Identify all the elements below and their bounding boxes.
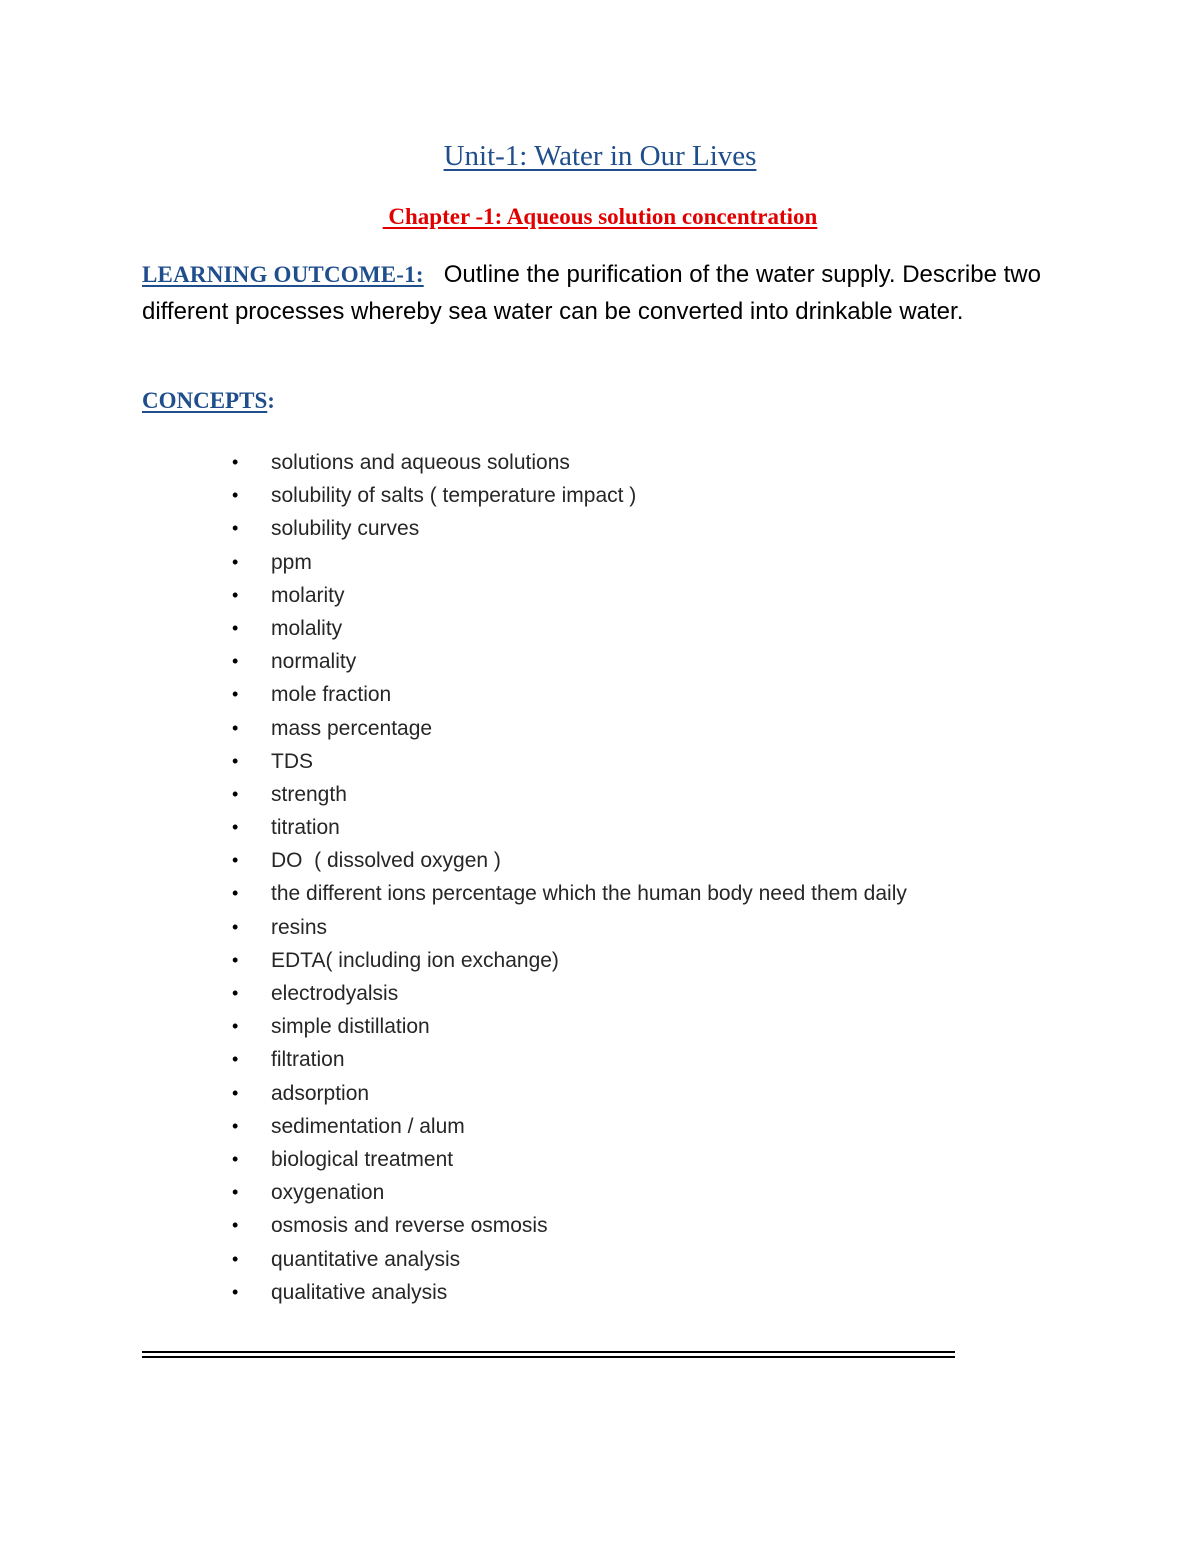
bullet-icon: •	[232, 883, 239, 904]
concept-text: mass percentage	[271, 716, 433, 740]
concept-list-item	[230, 1043, 907, 1076]
bullet-icon: •	[232, 916, 239, 937]
bullet-icon: •	[232, 783, 239, 804]
concept-list-item	[230, 446, 907, 479]
concept-list-item	[230, 1276, 907, 1309]
learning-outcome	[142, 256, 1072, 330]
concept-list-item	[230, 678, 907, 711]
concept-list-item	[230, 546, 907, 579]
concept-list-item	[230, 579, 907, 612]
concept-list-item	[230, 911, 907, 944]
bullet-icon: •	[232, 983, 239, 1003]
concept-text: oxygenation	[271, 1181, 385, 1205]
concept-list-item	[230, 877, 907, 910]
concept-text: osmosis and reverse osmosis	[271, 1214, 548, 1238]
bullet-icon: •	[232, 717, 239, 738]
concept-text: molality	[271, 616, 343, 640]
concept-text: ppm	[271, 550, 312, 574]
concept-text: TDS	[271, 749, 313, 773]
concept-text: simple distillation	[271, 1015, 430, 1039]
concepts-heading-colon: :	[267, 388, 275, 413]
concept-text: mole fraction	[271, 683, 392, 707]
concept-text: solubility of salts ( temperature impact )	[271, 484, 637, 508]
concept-text: solubility curves	[271, 517, 420, 541]
concept-list-item	[230, 612, 907, 645]
concepts-list	[230, 446, 907, 1309]
bullet-icon: •	[232, 817, 239, 838]
concept-text: sedimentation / alum	[271, 1114, 465, 1138]
concept-text: EDTA( including ion exchange)	[271, 948, 559, 972]
concept-list-item	[230, 745, 907, 778]
bullet-icon: •	[232, 1016, 239, 1037]
bullet-icon: •	[232, 518, 239, 539]
concept-list-item	[230, 479, 907, 512]
concept-text: normality	[271, 650, 357, 674]
concept-list-item	[230, 977, 907, 1010]
unit-title: Unit-1: Water in Our Lives	[443, 140, 757, 172]
learning-outcome-text: Outline the purification of the water supply. Describe two different processes whereby sea water can be converted into drinkable water.	[142, 261, 1041, 325]
concept-text: titration	[271, 816, 340, 840]
bullet-icon: •	[232, 651, 239, 672]
concept-text: the different ions percentage which the human body need them daily	[271, 882, 907, 906]
bullet-icon: •	[232, 617, 239, 638]
concept-list-item	[230, 712, 907, 745]
concept-text: electrodyalsis	[271, 982, 399, 1005]
concept-text: DO ( dissolved oxygen )	[271, 849, 501, 873]
bullet-icon: •	[232, 584, 239, 605]
bullet-icon: •	[232, 1082, 239, 1103]
bullet-icon: •	[232, 850, 239, 871]
learning-outcome-label: LEARNING OUTCOME-1:	[142, 262, 424, 287]
concept-list-item	[230, 844, 907, 877]
concept-text: quantitative analysis	[271, 1247, 461, 1271]
concept-text: molarity	[271, 583, 345, 607]
bullet-icon: •	[232, 750, 239, 771]
concept-text: qualitative analysis	[271, 1280, 448, 1304]
concept-list-item	[230, 1176, 907, 1209]
bullet-icon: •	[232, 452, 239, 472]
chapter-title: Chapter -1: Aqueous solution concentration	[382, 204, 818, 229]
bullet-icon: •	[232, 1182, 239, 1203]
bullet-icon: •	[232, 1248, 239, 1269]
concept-list-item	[230, 1209, 907, 1242]
bullet-icon: •	[232, 1281, 239, 1302]
bullet-icon: •	[232, 1215, 239, 1236]
bullet-icon: •	[232, 949, 239, 970]
bullet-icon: •	[232, 1148, 239, 1169]
double-line-divider	[142, 1351, 955, 1358]
bullet-icon: •	[232, 684, 239, 705]
bullet-icon: •	[232, 1049, 239, 1070]
concept-text: strength	[271, 782, 347, 806]
concept-list-item	[230, 645, 907, 678]
concept-text: resins	[271, 915, 328, 939]
bullet-icon: •	[232, 1115, 239, 1136]
concepts-heading-label: CONCEPTS	[142, 388, 268, 413]
concept-list-item	[230, 1110, 907, 1143]
concept-list-item	[230, 1077, 907, 1110]
concept-text: solutions and aqueous solutions	[271, 451, 570, 474]
concept-list-item	[230, 944, 907, 977]
bullet-icon: •	[232, 485, 239, 506]
concept-text: biological treatment	[271, 1147, 454, 1171]
concept-list-item	[230, 1143, 907, 1176]
concept-text: adsorption	[271, 1081, 370, 1105]
bullet-icon: •	[232, 551, 239, 572]
concepts-heading	[142, 388, 275, 414]
concept-list-item	[230, 778, 907, 811]
concept-list-item	[230, 811, 907, 844]
concept-text: filtration	[271, 1048, 345, 1072]
concept-list-item	[230, 512, 907, 545]
concept-list-item	[230, 1243, 907, 1276]
concept-list-item	[230, 1010, 907, 1043]
